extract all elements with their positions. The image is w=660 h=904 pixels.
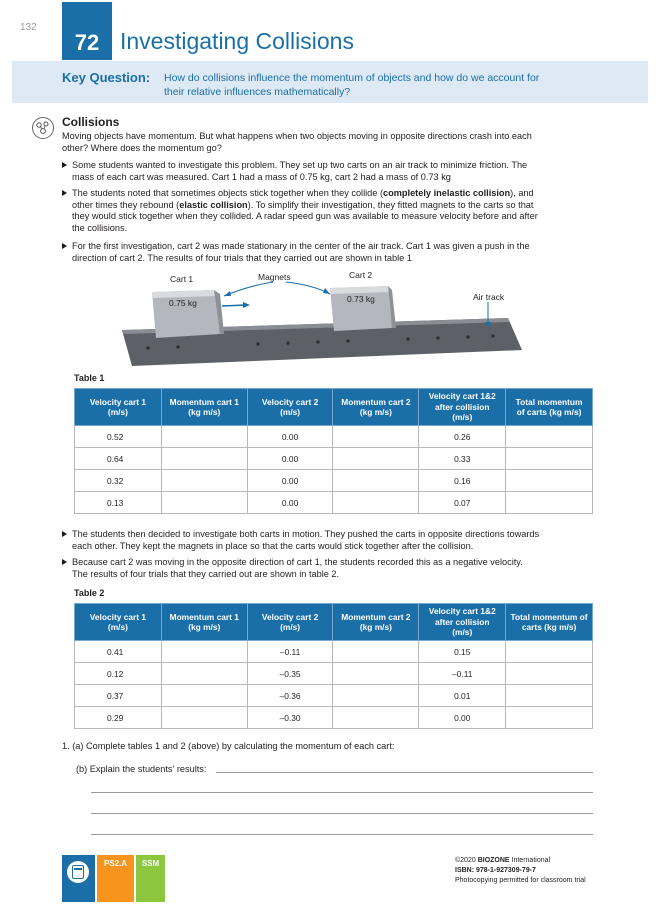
activity-number: 72	[74, 30, 100, 55]
answer-cell[interactable]	[161, 641, 247, 663]
table-cell: 0.52	[75, 426, 162, 448]
column-header	[419, 389, 506, 426]
bullet-both-line-2: each other. They kept the magnets in place so that the carts would stick together after the collision.	[72, 540, 474, 551]
table-row	[75, 426, 593, 448]
key-question-line-1: How do collisions influence the momentum of objects and how do we account for	[164, 72, 540, 84]
header-line: (kg m/s)	[188, 622, 221, 632]
table-cell: –0.30	[247, 707, 333, 729]
question-1b: (b) Explain the students' results:	[76, 764, 207, 774]
column-header	[75, 389, 162, 426]
footer-orange-badge	[97, 855, 134, 902]
table-cell: 0.26	[419, 426, 506, 448]
bullet-collision-line-4: the collisions.	[72, 222, 128, 233]
cart-1-mass: 0.75 kg	[169, 298, 197, 308]
table-2-header-row	[75, 604, 593, 641]
page-title: Investigating Collisions	[120, 28, 354, 54]
key-question-text	[164, 71, 604, 99]
table-2	[74, 603, 593, 729]
answer-line-2[interactable]	[91, 792, 593, 793]
table-cell: 0.01	[419, 685, 506, 707]
bullet-both-carts	[62, 529, 602, 552]
table-cell: 0.07	[419, 492, 506, 514]
text-span: ). To simplify their investigation, they fitted magnets to the carts so that	[247, 199, 534, 210]
header-line: after collision	[435, 401, 490, 412]
answer-cell[interactable]	[506, 641, 593, 663]
table-row	[75, 641, 593, 663]
badge-ssm: SSM	[141, 859, 160, 868]
table-1	[74, 388, 593, 514]
column-header	[161, 604, 247, 641]
table-row	[75, 663, 593, 685]
answer-cell[interactable]	[506, 707, 593, 729]
calculator-icon	[67, 861, 89, 883]
header-line: (m/s)	[107, 407, 128, 417]
question-1a: 1. (a) Complete tables 1 and 2 (above) by calculating the momentum of each cart:	[62, 741, 395, 751]
table-cell: 0.15	[419, 641, 506, 663]
table-2-label: Table 2	[74, 588, 105, 598]
text-span: ), and	[510, 188, 534, 198]
collision-molecule-icon	[32, 117, 54, 139]
publisher-name: BIOZONE	[477, 857, 510, 864]
answer-cell[interactable]	[161, 663, 247, 685]
answer-line-1[interactable]	[216, 772, 593, 773]
answer-cell[interactable]	[333, 448, 419, 470]
header-line: (m/s)	[280, 407, 301, 417]
header-line: (m/s)	[452, 627, 473, 638]
table-cell: 0.00	[247, 492, 333, 514]
table-1-body	[75, 426, 593, 514]
table-row	[75, 448, 593, 470]
publisher-suffix: International	[509, 857, 551, 864]
answer-cell[interactable]	[161, 470, 247, 492]
bullet-setup-line-2: mass of each cart was measured. Cart 1 had a mass of 0.75 kg, cart 2 had a mass of 0.73 kg	[72, 171, 451, 182]
table-cell: 0.32	[75, 470, 162, 492]
header-line: (m/s)	[280, 622, 301, 632]
key-question-label: Key Question:	[62, 70, 151, 85]
table-row	[75, 470, 593, 492]
column-header	[247, 389, 333, 426]
header-line: Momentum cart 2	[341, 396, 411, 407]
footer-copyright	[455, 856, 550, 865]
answer-cell[interactable]	[506, 663, 593, 685]
term-inelastic: completely inelastic collision	[383, 188, 511, 198]
table-cell: 0.00	[247, 426, 333, 448]
table-cell: 0.00	[419, 707, 506, 729]
header-line: Velocity cart 2	[261, 396, 319, 407]
answer-cell[interactable]	[333, 470, 419, 492]
table-cell: –0.35	[247, 663, 333, 685]
answer-cell[interactable]	[333, 685, 419, 707]
bullet-first-investigation	[62, 241, 602, 264]
table-2-body	[75, 641, 593, 729]
copyright-year: ©2020	[455, 857, 476, 864]
bullet-setup-line-1: Some students wanted to investigate this problem. They set up two carts on an air track to minimize friction. The	[72, 160, 528, 170]
bullet-negative-line-1: Because cart 2 was moving in the opposite direction of cart 1, the students recorded this as a negative velocity.	[72, 557, 523, 567]
table-cell: 0.33	[419, 448, 506, 470]
footer-isbn: ISBN: 978-1-927309-79-7	[455, 867, 536, 874]
intro-line-2: other? Where does the momentum go?	[62, 142, 222, 153]
answer-cell[interactable]	[506, 685, 593, 707]
intro-line-1: Moving objects have momentum. But what happens when two objects moving in opposite directions crash into each	[62, 131, 532, 141]
header-line: Momentum cart 1	[169, 396, 239, 407]
answer-cell[interactable]	[333, 426, 419, 448]
footer-permission: Photocopying permitted for classroom trial	[455, 877, 586, 884]
column-header	[506, 389, 593, 426]
table-cell: 0.12	[75, 663, 162, 685]
table-cell: 0.41	[75, 641, 162, 663]
answer-cell[interactable]	[333, 641, 419, 663]
table-row	[75, 685, 593, 707]
table-1-label: Table 1	[74, 373, 105, 383]
cart-1-label: Cart 1	[170, 274, 194, 284]
answer-cell[interactable]	[333, 707, 419, 729]
table-row	[75, 492, 593, 514]
bullet-collision-line-3: they would stick together when they collided. A radar speed gun was available to measure velocity before and after	[72, 211, 538, 222]
intro-paragraph	[62, 131, 602, 154]
answer-line-3[interactable]	[91, 813, 593, 814]
term-elastic: elastic collision	[179, 199, 248, 210]
header-line: (kg m/s)	[359, 622, 392, 632]
page-number: 132	[20, 22, 37, 33]
header-line: (kg m/s)	[188, 407, 221, 417]
answer-line-4[interactable]	[91, 834, 593, 835]
table-cell: 0.13	[75, 492, 162, 514]
answer-cell[interactable]	[506, 426, 593, 448]
header-line: (m/s)	[452, 412, 473, 423]
bullet-collision-line-2	[72, 200, 602, 212]
header-line: (m/s)	[107, 622, 128, 632]
header-line: Total momentum of	[510, 611, 588, 622]
column-header	[333, 604, 419, 641]
table-cell: –0.36	[247, 685, 333, 707]
footer-blue-badge	[62, 855, 95, 902]
answer-cell[interactable]	[333, 492, 419, 514]
table-cell: 0.16	[419, 470, 506, 492]
bullet-collision-types	[62, 188, 602, 234]
answer-cell[interactable]	[161, 492, 247, 514]
column-header	[419, 604, 506, 641]
column-header	[247, 604, 333, 641]
text-span: The students noted that sometimes objects stick together when they collide (	[72, 188, 384, 198]
bullet-setup	[62, 160, 602, 183]
bullet-collision-line-1	[72, 188, 602, 200]
header-line: Velocity cart 1	[89, 396, 147, 407]
magnet-arrow-1	[224, 282, 273, 296]
section-heading: Collisions	[62, 115, 120, 129]
answer-cell[interactable]	[506, 470, 593, 492]
table-cell: –0.11	[247, 641, 333, 663]
table-cell: 0.37	[75, 685, 162, 707]
table-cell: 0.29	[75, 707, 162, 729]
header-line: Total momentum	[515, 396, 583, 407]
answer-cell[interactable]	[506, 448, 593, 470]
header-line: Velocity cart 1&2	[428, 391, 496, 402]
cart-2-mass: 0.73 kg	[347, 294, 375, 304]
cart-1-motion-arrow	[222, 305, 246, 306]
text-span: other times they rebound (	[72, 199, 180, 210]
column-header	[161, 389, 247, 426]
answer-cell[interactable]	[333, 663, 419, 685]
header-line: Velocity cart 2	[261, 611, 319, 622]
air-track-label: Air track	[473, 292, 505, 302]
header-line: carts (kg m/s)	[521, 622, 577, 632]
answer-cell[interactable]	[161, 426, 247, 448]
bullet-negative-velocity	[62, 557, 602, 580]
badge-ps2a: PS2.A	[103, 859, 128, 868]
cart-2-shape	[330, 286, 396, 331]
table-cell: –0.11	[419, 663, 506, 685]
key-question-line-2: their relative influences mathematically?	[164, 86, 351, 98]
header-line: after collision	[435, 616, 490, 627]
table-cell: 0.64	[75, 448, 162, 470]
answer-cell[interactable]	[506, 492, 593, 514]
column-header	[333, 389, 419, 426]
answer-cell[interactable]	[161, 685, 247, 707]
table-cell: 0.00	[247, 448, 333, 470]
magnets-label: Magnets	[258, 272, 291, 282]
bullet-first-line-1: For the first investigation, cart 2 was made stationary in the center of the air track. Cart 1 was given a push in the	[72, 241, 530, 251]
header-line: Velocity cart 1	[89, 611, 147, 622]
column-header	[75, 604, 162, 641]
header-line: Momentum cart 2	[341, 611, 411, 622]
bullet-first-line-2: direction of cart 2. The results of four trials that they carried out are shown in table 1	[72, 252, 412, 263]
table-row	[75, 707, 593, 729]
header-line: Momentum cart 1	[169, 611, 239, 622]
answer-cell[interactable]	[161, 448, 247, 470]
header-line: (kg m/s)	[359, 407, 392, 417]
header-line: of carts (kg m/s)	[516, 407, 582, 417]
table-cell: 0.00	[247, 470, 333, 492]
bullet-negative-line-2: The results of four trials that they carried out are shown in table 2.	[72, 568, 340, 579]
table-1-header-row	[75, 389, 593, 426]
bullet-both-line-1: The students then decided to investigate both carts in motion. They pushed the carts in opposite directions towards	[72, 529, 540, 539]
footer-green-badge	[136, 855, 165, 902]
answer-cell[interactable]	[161, 707, 247, 729]
column-header	[506, 604, 593, 641]
cart-2-label: Cart 2	[349, 270, 373, 280]
header-line: Velocity cart 1&2	[428, 606, 496, 617]
